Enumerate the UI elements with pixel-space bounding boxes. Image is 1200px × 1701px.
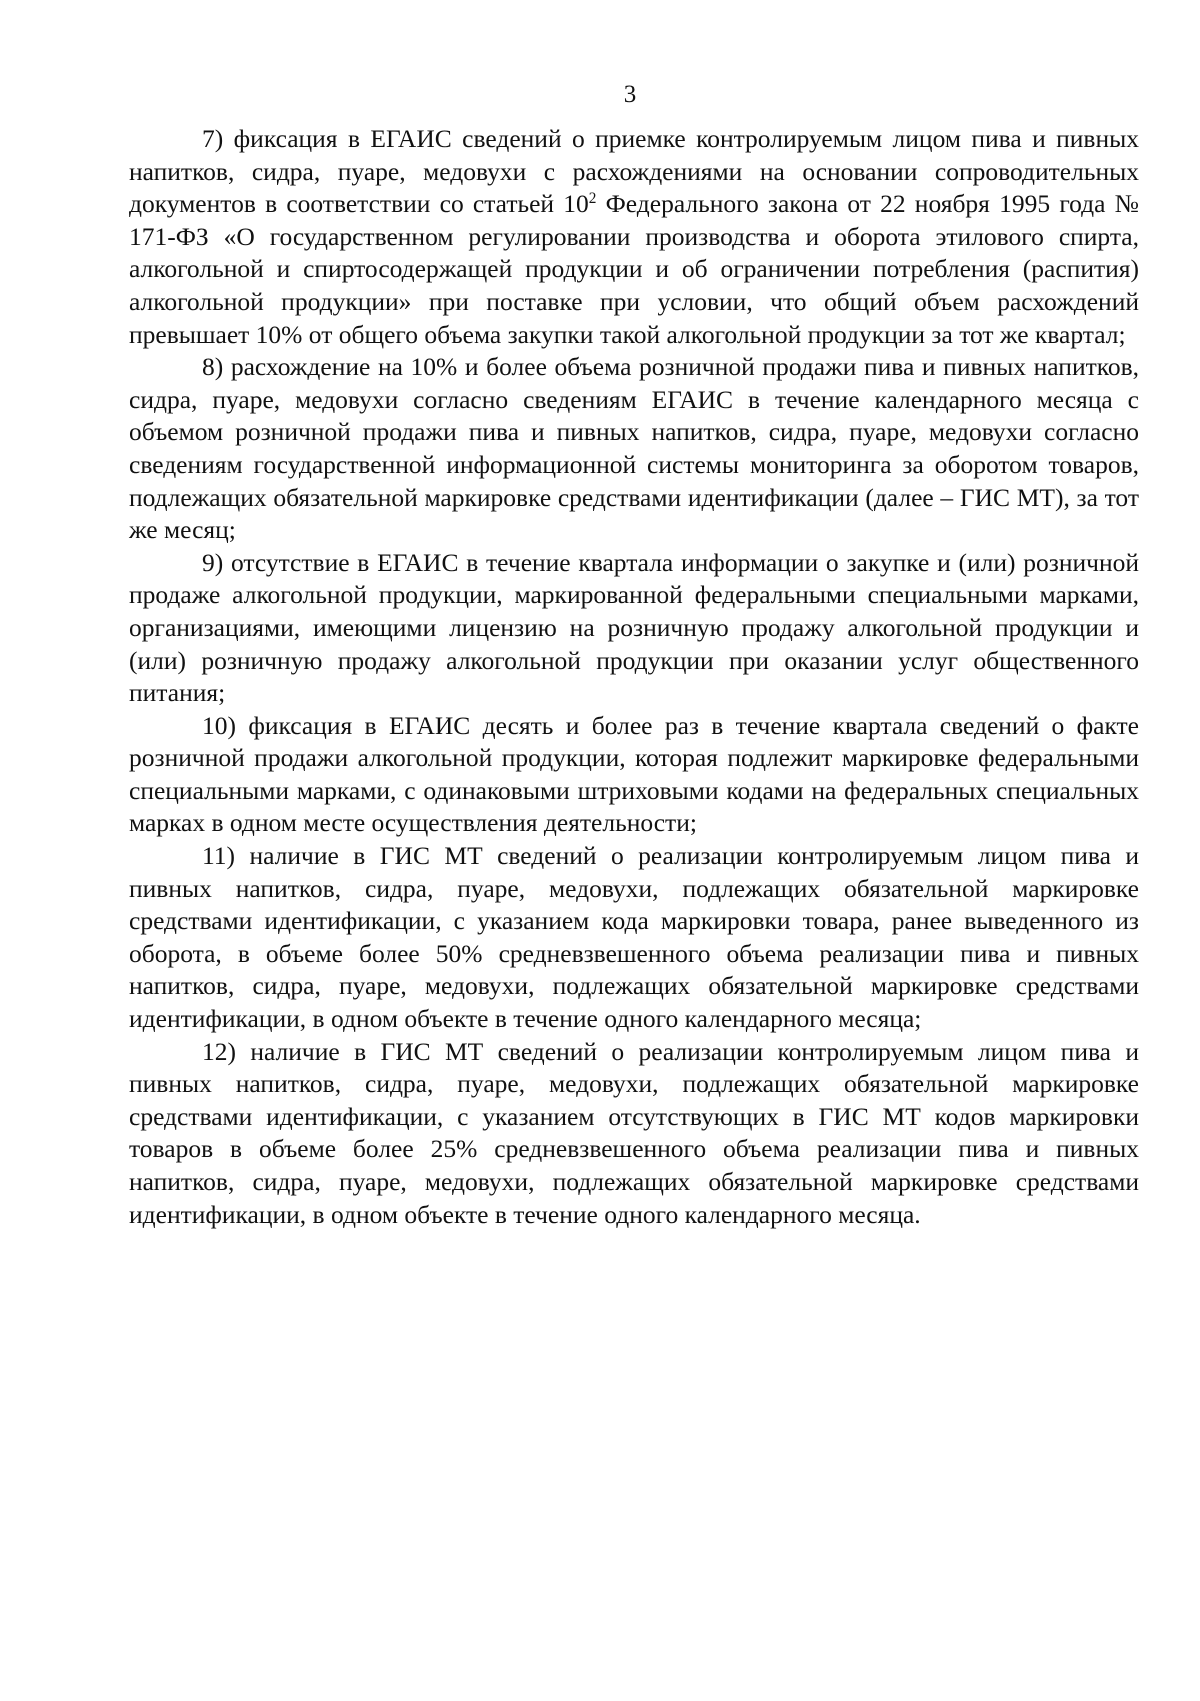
paragraph-item-12: 12) наличие в ГИС МТ сведений о реализации контролируемым лицом пива и пивных напитков, сидра, пуаре, медовухи, подлежащих обязательной маркировке средствами идентификации, с указанием отсутствующих в ГИС МТ кодов маркировки товаров в объеме более 25% средневзвешенного объема реализации пива и пивных напитков, сидра, пуаре, медовухи, подлежащих обязательной маркировке средствами идентификации, в одном объекте в течение одного календарного месяца. xyxy=(129,1036,1139,1229)
paragraph-item-9: 9) отсутствие в ЕГАИС в течение квартала информации о закупке и (или) розничной продаже алкогольной продукции, маркированной федеральными специальными марками, организациями, имеющими лицензию на розничную продажу алкогольной продукции и (или) розничную продажу алкогольной продукции при оказании услуг общественного питания; xyxy=(129,547,1139,708)
paragraph-item-11: 11) наличие в ГИС МТ сведений о реализации контролируемым лицом пива и пивных напитков, сидра, пуаре, медовухи, подлежащих обязательной маркировке средствами идентификации, с указанием кода маркировки товара, ранее выведенного из оборота, в объеме более 50% средневзвешенного объема реализации пива и пивных напитков, сидра, пуаре, медовухи, подлежащих обязательной маркировке средствами идентификации, в одном объекте в течение одного календарного месяца; xyxy=(129,841,1139,1034)
document-body xyxy=(129,123,1139,1231)
page-number: 3 xyxy=(623,81,637,108)
paragraph-item-7-text-continued: Федерального закона от 22 ноября 1995 года № 171-ФЗ «О государственном регулировании производства и оборота этилового спирта, алкогольной и спиртосодержащей продукции и об ограничении потребления (распития) алкогольной продукции» при поставке при условии, что общий объем расхождений превышает 10% от общего объема закупки такой алкогольной продукции за тот же квартал; xyxy=(129,189,1139,349)
paragraph-item-8: 8) расхождение на 10% и более объема розничной продажи пива и пивных напитков, сидра, пуаре, медовухи согласно сведениям ЕГАИС в течение календарного месяца с объемом розничной продажи пива и пивных напитков, сидра, пуаре, медовухи согласно сведениям государственной информационной системы мониторинга за оборотом товаров, подлежащих обязательной маркировке средствами идентификации (далее – ГИС МТ), за тот же месяц; xyxy=(129,352,1139,545)
paragraph-item-10: 10) фиксация в ЕГАИС десять и более раз в течение квартала сведений о факте розничной продажи алкогольной продукции, которая подлежит маркировке федеральными специальными марками, с одинаковыми штриховыми кодами на федеральных специальных марках в одном месте осуществления деятельности; xyxy=(129,710,1139,838)
paragraph-item-7 xyxy=(129,123,1139,351)
paragraph-item-7-text: 7) фиксация в ЕГАИС сведений о приемке контролируемым лицом пива и пивных напитков, сидра, пуаре, медовухи с расхождениями на основании сопроводительных документов в соответствии со статьей 10 xyxy=(129,124,1139,219)
law-article-superscript: 2 xyxy=(588,190,597,208)
